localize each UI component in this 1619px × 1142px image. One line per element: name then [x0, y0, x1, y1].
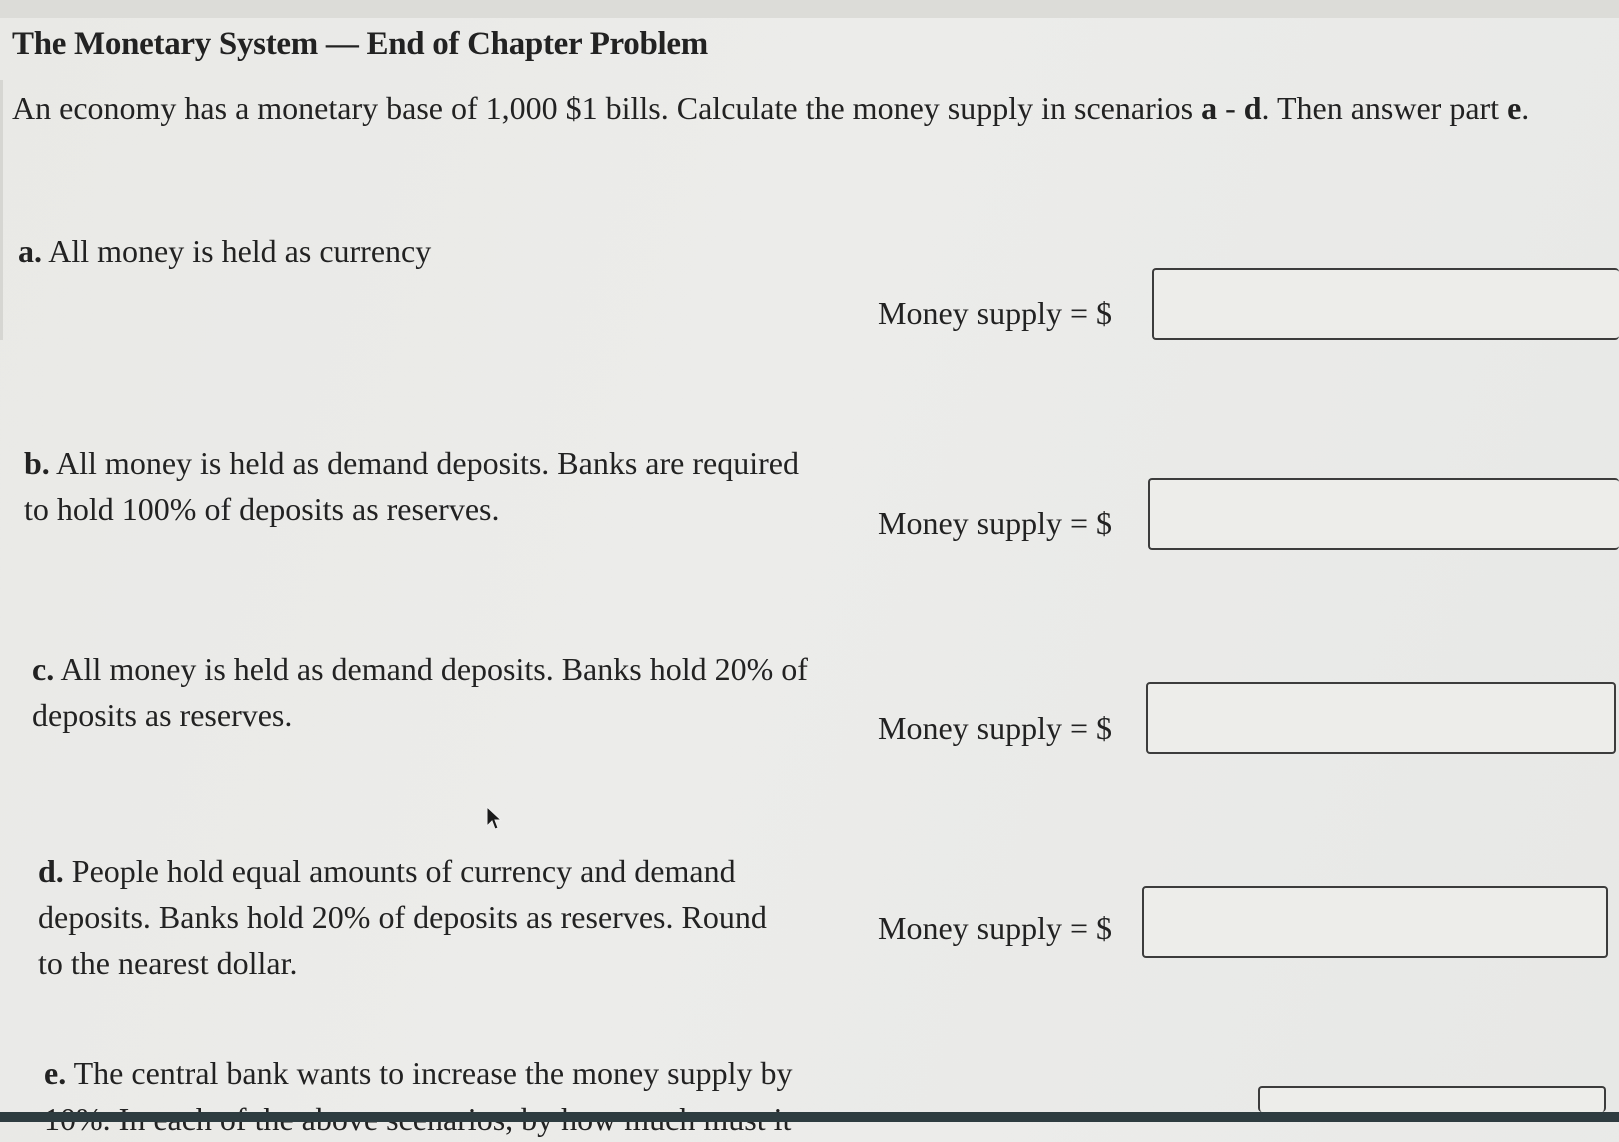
question-e — [44, 1050, 804, 1112]
money-supply-input-b[interactable] — [1148, 478, 1619, 550]
intro-prefix: An economy has a monetary base of 1,000 $1 bills. Calculate the money supply in scenarios — [12, 90, 1202, 126]
question-e-text: The central bank wants to increase the money supply by — [73, 1055, 793, 1091]
question-b — [24, 440, 814, 532]
question-d — [38, 848, 798, 986]
money-supply-input-c[interactable] — [1146, 682, 1616, 754]
question-c-text: All money is held as demand deposits. Banks hold 20% of deposits as reserves. — [32, 651, 808, 733]
question-e-letter: e. — [44, 1055, 67, 1091]
left-edge-divider — [0, 80, 3, 340]
money-supply-label-d: Money supply = $ — [878, 910, 1113, 946]
intro-bold-a: a — [1201, 90, 1218, 126]
money-supply-label-b: Money supply = $ — [878, 505, 1113, 541]
money-supply-input-a[interactable] — [1152, 268, 1619, 340]
question-d-letter: d. — [38, 853, 64, 889]
intro-dash: - — [1217, 90, 1244, 126]
page-title: The Monetary System — End of Chapter Problem — [12, 26, 708, 62]
money-supply-input-d[interactable] — [1142, 886, 1608, 958]
question-b-letter: b. — [24, 445, 50, 481]
mouse-pointer-icon — [485, 806, 503, 832]
intro-bold-e: e — [1507, 90, 1522, 126]
intro-middle: . Then answer part — [1261, 90, 1508, 126]
question-d-text: People hold equal amounts of currency and demand deposits. Banks hold 20% of deposits as reserves. Round to the nearest dollar. — [38, 853, 767, 981]
bottom-border — [0, 1112, 1619, 1122]
intro-suffix: . — [1521, 90, 1530, 126]
question-c-letter: c. — [32, 651, 55, 687]
question-a-letter: a. — [18, 233, 42, 269]
problem-intro — [12, 90, 1529, 127]
question-c — [32, 646, 812, 738]
money-supply-label-c: Money supply = $ — [878, 710, 1113, 746]
intro-bold-d: d — [1243, 90, 1262, 126]
answer-input-e[interactable] — [1258, 1086, 1606, 1112]
question-a — [18, 228, 798, 274]
top-bar — [0, 0, 1619, 18]
money-supply-label-a: Money supply = $ — [878, 295, 1113, 331]
question-a-text: All money is held as currency — [42, 233, 432, 269]
question-b-text: All money is held as demand deposits. Banks are required to hold 100% of deposits as reserves. — [24, 445, 799, 527]
